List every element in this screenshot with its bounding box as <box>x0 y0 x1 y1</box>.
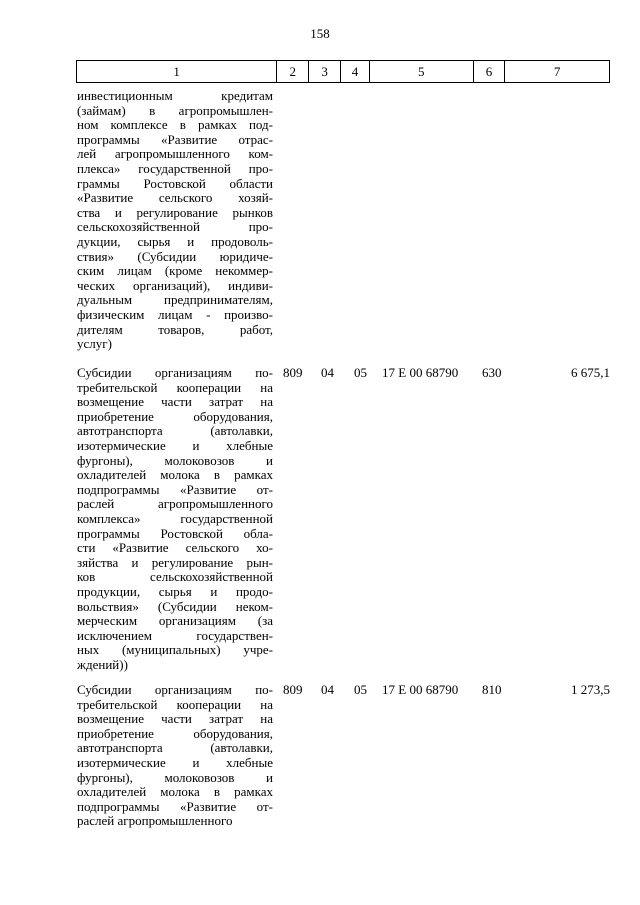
description-line: комплекса» государственной <box>77 511 273 526</box>
description-line: продукции, сырья и продо- <box>77 584 273 599</box>
row-2-expense-type: 630 <box>482 365 502 380</box>
description-line: приобретение оборудования, <box>77 726 273 741</box>
description-line: ства и регулирование рынков <box>77 205 273 220</box>
description-line: дуальным предпринимателям, <box>77 293 273 308</box>
description-line: изотермические и хлебные <box>77 755 273 770</box>
page-number: 158 <box>310 26 330 41</box>
row-3-expense-type: 810 <box>482 682 502 697</box>
description-line: требительской кооперации на <box>77 380 273 395</box>
description-line: «Развитие сельского хозяй- <box>77 191 273 206</box>
description-line: подпрограммы «Развитие от- <box>77 482 273 497</box>
description-line: ским лицам (кроме некоммер- <box>77 264 273 279</box>
row-2-amount: 6 675,1 <box>571 365 610 380</box>
header-col-4: 4 <box>341 61 370 82</box>
description-line: исключением государствен- <box>77 628 273 643</box>
description-line: изотермические и хлебные <box>77 438 273 453</box>
description-line: возмещение части затрат на <box>77 712 273 727</box>
header-col-7: 7 <box>553 64 561 79</box>
description-line: ном комплексе в рамках под- <box>77 118 273 133</box>
row-2-target-article: 17 Е 00 68790 <box>382 365 459 380</box>
description-line: раслей агропромышленного <box>77 814 233 829</box>
row-2-description <box>77 366 273 672</box>
description-line: фургоны), молоковозов и <box>77 770 273 785</box>
description-line: охладителей молока в рамках <box>77 468 273 483</box>
header-col-6: 6 <box>474 61 506 82</box>
description-line: дукции, сырья и продоволь- <box>77 234 273 249</box>
description-line: Субсидии организациям по- <box>77 683 273 697</box>
description-line: подпрограммы «Развитие от- <box>77 799 273 814</box>
row-3-section-code: 04 <box>321 682 334 697</box>
description-line: зяйства и регулирование рын- <box>77 555 273 570</box>
description-line: ных (муниципальных) учре- <box>77 643 273 658</box>
row-2-section-code: 04 <box>321 365 334 380</box>
row-2-admin-code: 809 <box>283 365 303 380</box>
row-3-target-article: 17 Е 00 68790 <box>382 682 459 697</box>
description-line: ческих организаций), индиви- <box>77 278 273 293</box>
description-line: граммы Ростовской области <box>77 176 273 191</box>
description-line: автотранспорта (автолавки, <box>77 424 273 439</box>
header-col-1: 1 <box>77 61 277 82</box>
description-line: лей агропромышленного ком- <box>77 147 273 162</box>
description-line: вольствия» (Субсидии неком- <box>77 599 273 614</box>
row-3-amount: 1 273,5 <box>571 682 610 697</box>
description-line: приобретение оборудования, <box>77 409 273 424</box>
description-line: ствия» (Субсидии юридиче- <box>77 249 273 264</box>
description-line: ков сельскохозяйственной <box>77 570 273 585</box>
description-line: услуг) <box>77 337 112 352</box>
description-line: инвестиционным кредитам <box>77 89 273 103</box>
table-header-row <box>76 60 610 83</box>
description-line: требительской кооперации на <box>77 697 273 712</box>
description-line: возмещение части затрат на <box>77 395 273 410</box>
header-col-5: 5 <box>370 61 474 82</box>
row-3-description <box>77 683 273 829</box>
description-line: фургоны), молоковозов и <box>77 453 273 468</box>
description-line: (займам) в агропромышлен- <box>77 103 273 118</box>
description-line: программы Ростовской обла- <box>77 526 273 541</box>
row-1-description <box>77 89 273 352</box>
row-3-subsection-code: 05 <box>354 682 367 697</box>
description-line: физическим лицам - произво- <box>77 307 273 322</box>
header-col-2: 2 <box>277 61 309 82</box>
description-line: плекса» государственной про- <box>77 161 273 176</box>
description-line: охладителей молока в рамках <box>77 785 273 800</box>
description-line: ждений)) <box>77 657 128 672</box>
description-line: раслей агропромышленного <box>77 497 273 512</box>
description-line: автотранспорта (автолавки, <box>77 741 273 756</box>
row-3-admin-code: 809 <box>283 682 303 697</box>
description-line: программы «Развитие отрас- <box>77 132 273 147</box>
description-line: дителям товаров, работ, <box>77 322 273 337</box>
description-line: сельскохозяйственной про- <box>77 220 273 235</box>
description-line: сти «Развитие сельского хо- <box>77 541 273 556</box>
description-line: Субсидии организациям по- <box>77 366 273 380</box>
header-col-3: 3 <box>309 61 341 82</box>
description-line: мерческим организациям (за <box>77 614 273 629</box>
row-2-subsection-code: 05 <box>354 365 367 380</box>
